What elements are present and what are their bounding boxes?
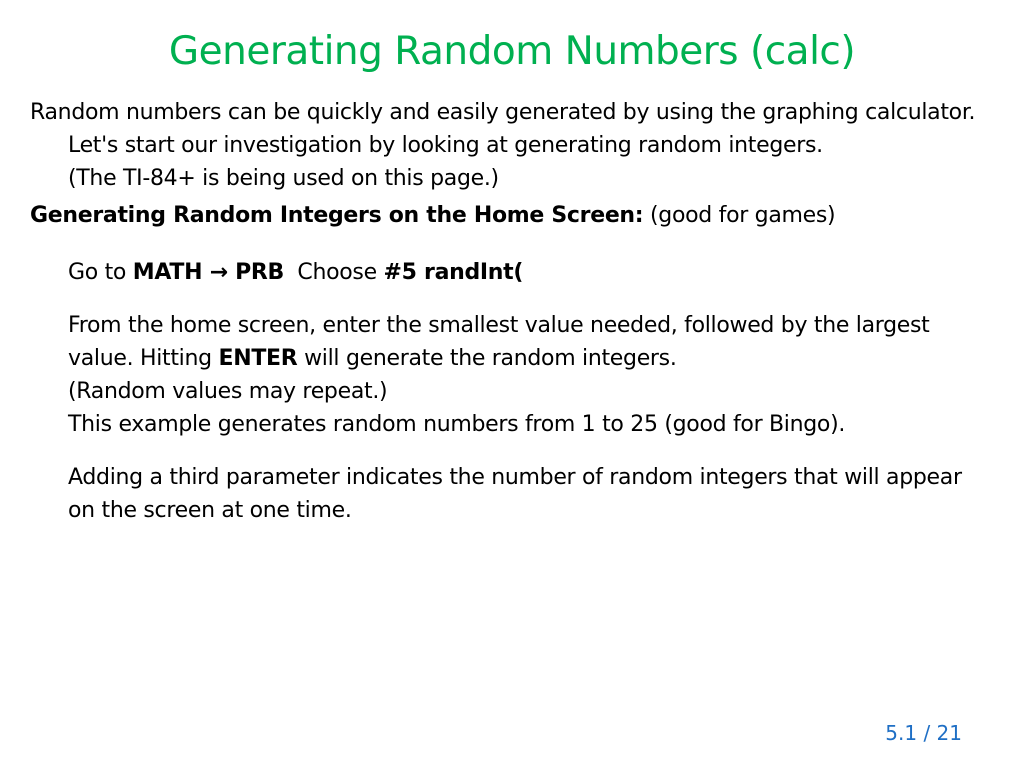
section-heading-bold: Generating Random Integers on the Home Screen: <box>30 203 644 228</box>
bingo-example: This example generates random numbers from 1 to 25 (good for Bingo). <box>68 412 846 437</box>
section-heading <box>30 199 990 232</box>
slide-title: Generating Random Numbers (calc) <box>168 29 856 74</box>
choose-text: Choose <box>297 260 384 285</box>
goto-prefix: Go to <box>68 260 133 285</box>
page-number: 5.1 / 21 <box>885 721 962 745</box>
third-parameter-note: Adding a third parameter indicates the number of random integers that will appear on the screen at one time. <box>68 465 962 523</box>
choose-function: #5 randInt( <box>383 260 524 285</box>
slide-body <box>30 96 990 527</box>
enter-key-label: ENTER <box>218 346 298 371</box>
intro-line-3: (The TI-84+ is being used on this page.) <box>68 166 499 191</box>
enter-part-2: will generate the random integers. <box>297 346 677 371</box>
repeat-note: (Random values may repeat.) <box>68 379 388 404</box>
intro-paragraph <box>30 96 990 129</box>
goto-menu-path: MATH → PRB <box>132 260 284 285</box>
goto-instruction <box>30 256 990 289</box>
section-heading-rest: (good for games) <box>650 203 836 228</box>
enter-instruction <box>30 309 990 375</box>
enter-part-1: From the home screen, enter the smallest value needed, followed by the largest value. Hitting <box>68 313 930 371</box>
intro-line-2: Let's start our investigation by looking at generating random integers. <box>68 133 823 158</box>
intro-line-1: Random numbers can be quickly and easily generated by using the graphing calculator. <box>30 100 976 125</box>
